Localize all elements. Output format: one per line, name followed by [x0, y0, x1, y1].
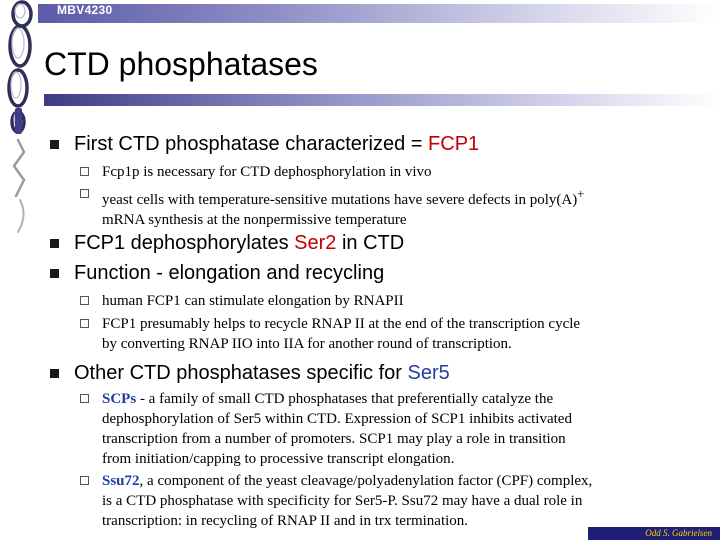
line-2: is a CTD phosphatase with specificity for Ser5-P. Ssu72 may have a dual role in	[102, 493, 583, 509]
line-3: transcription from a number of promoters. SCP1 may play a role in transition	[102, 431, 566, 447]
header-bar	[38, 4, 720, 23]
title-underline	[44, 94, 720, 106]
term-ssu72: Ssu72	[102, 473, 140, 489]
square-bullet-icon	[50, 140, 59, 149]
line-1: FCP1 presumably helps to recycle RNAP II at the end of the transcription cycle	[102, 316, 581, 332]
line-1: , a component of the yeast cleavage/polyadenylation factor (CPF) complex,	[139, 473, 593, 489]
sub-bullet-text: human FCP1 can stimulate elongation by RNAPII	[102, 293, 404, 309]
checkbox-bullet-icon	[80, 296, 89, 305]
bullet-text-pre: Other CTD phosphatases specific for	[74, 362, 408, 384]
sub-bullet-text	[102, 314, 580, 354]
course-code: MBV4230	[57, 3, 113, 17]
term-scps: SCPs	[102, 391, 137, 407]
checkbox-bullet-icon	[80, 476, 89, 485]
bullet-text-pre: FCP1 dephosphorylates	[74, 232, 295, 254]
square-bullet-icon	[50, 269, 59, 278]
author-signature: Odd S. Gabrielsen	[645, 528, 712, 538]
line-2: mRNA synthesis at the nonpermissive temperature	[102, 212, 407, 228]
checkbox-bullet-icon	[80, 394, 89, 403]
checkbox-bullet-icon	[80, 319, 89, 328]
checkbox-bullet-icon	[80, 167, 89, 176]
bullet-text	[74, 132, 479, 156]
slide-title: CTD phosphatases	[44, 46, 318, 82]
sub-bullet-text: Fcp1p is necessary for CTD dephosphorylation in vivo	[102, 164, 432, 180]
highlight-fcp1: FCP1	[428, 133, 480, 155]
square-bullet-icon	[50, 369, 59, 378]
line-2: dephosphorylation of Ser5 within CTD. Expression of SCP1 inhibits activated	[102, 411, 572, 427]
line-2: by converting RNAP IIO into IIA for another round of transcription.	[102, 336, 512, 352]
checkbox-bullet-icon	[80, 189, 89, 198]
highlight-ser2: Ser2	[294, 232, 337, 254]
footer-bar	[588, 527, 720, 540]
sub-bullet-text	[102, 471, 592, 531]
superscript-plus: +	[577, 187, 585, 201]
sub-bullet-text	[102, 389, 572, 469]
spiral-binding-decoration	[2, 0, 36, 540]
highlight-ser5: Ser5	[407, 362, 450, 384]
bullet-text-post: in CTD	[336, 232, 405, 254]
square-bullet-icon	[50, 239, 59, 248]
bullet-text	[74, 231, 404, 255]
line-4: from initiation/capping to processive transcript elongation.	[102, 451, 455, 467]
bullet-text: Function - elongation and recycling	[74, 262, 385, 284]
line-3: transcription: in recycling of RNAP II and in trx termination.	[102, 513, 469, 529]
bullet-text	[74, 361, 450, 385]
line-1: yeast cells with temperature-sensitive mutations have severe defects in poly(A)	[102, 192, 578, 208]
line-1: - a family of small CTD phosphatases that preferentially catalyze the	[136, 391, 554, 407]
sub-bullet-text	[102, 184, 584, 230]
bullet-text-pre: First CTD phosphatase characterized =	[74, 133, 429, 155]
